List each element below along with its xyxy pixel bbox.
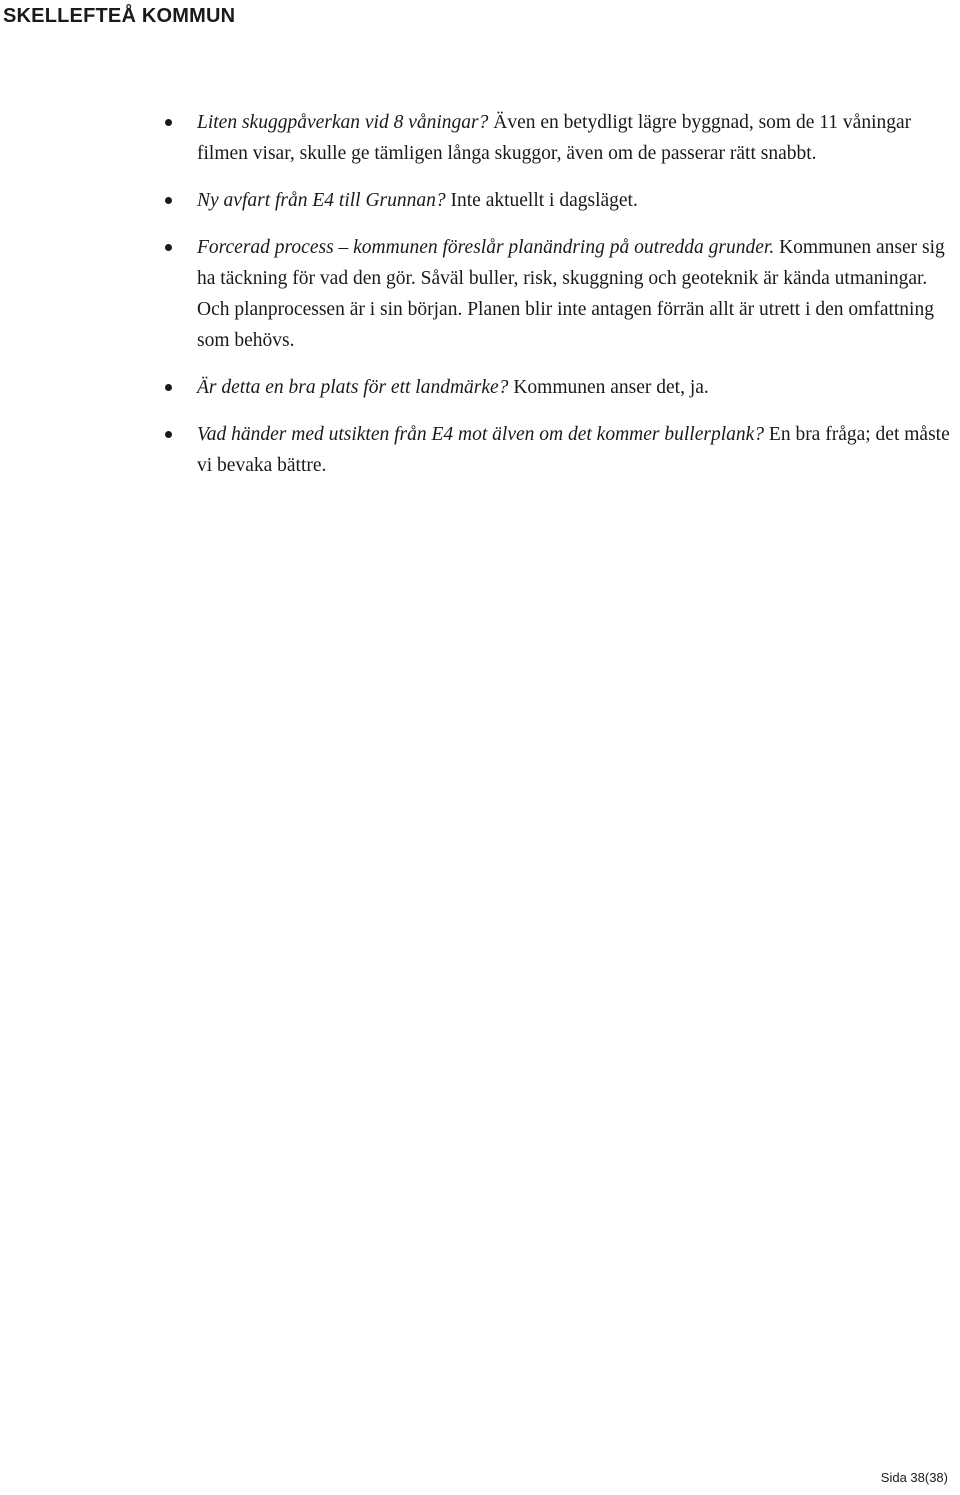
bullet-list xyxy=(197,107,959,497)
item-question: Forcerad process – kommunen föreslår planändring på outredda grunder. xyxy=(197,237,775,258)
item-question: Liten skuggpåverkan vid 8 våningar? xyxy=(197,112,489,133)
list-item xyxy=(197,419,959,481)
bullet-icon xyxy=(165,431,172,438)
list-item xyxy=(197,232,959,356)
list-item xyxy=(197,107,959,169)
bullet-icon xyxy=(165,244,172,251)
bullet-icon xyxy=(165,384,172,391)
item-answer: En bra fråga; det måste vi bevaka bättre. xyxy=(197,424,950,476)
item-answer: Inte aktuellt i dagsläget. xyxy=(445,190,638,211)
item-question: Är detta en bra plats för ett landmärke? xyxy=(197,377,509,398)
list-item xyxy=(197,185,959,216)
bullet-icon xyxy=(165,119,172,126)
item-answer: Kommunen anser sig ha täckning för vad den gör. Såväl buller, risk, skuggning och geoteknik är kända utmaningar. Och planprocessen är i sin början. Planen blir inte antagen förrän allt är utrett i den omfattning som behövs. xyxy=(197,237,945,351)
item-answer: Kommunen anser det, ja. xyxy=(508,377,709,398)
item-question: Vad händer med utsikten från E4 mot älven om det kommer bullerplank? xyxy=(197,424,765,445)
page-number: Sida 38(38) xyxy=(880,1470,948,1485)
bullet-icon xyxy=(165,197,172,204)
page-header-organization: SKELLEFTEÅ KOMMUN xyxy=(3,5,236,27)
list-item xyxy=(197,372,959,403)
item-question: Ny avfart från E4 till Grunnan? xyxy=(197,190,446,211)
item-answer: Även en betydligt lägre byggnad, som de 11 våningar filmen visar, skulle ge tämligen långa skuggor, även om de passerar rätt snabbt. xyxy=(197,112,912,164)
